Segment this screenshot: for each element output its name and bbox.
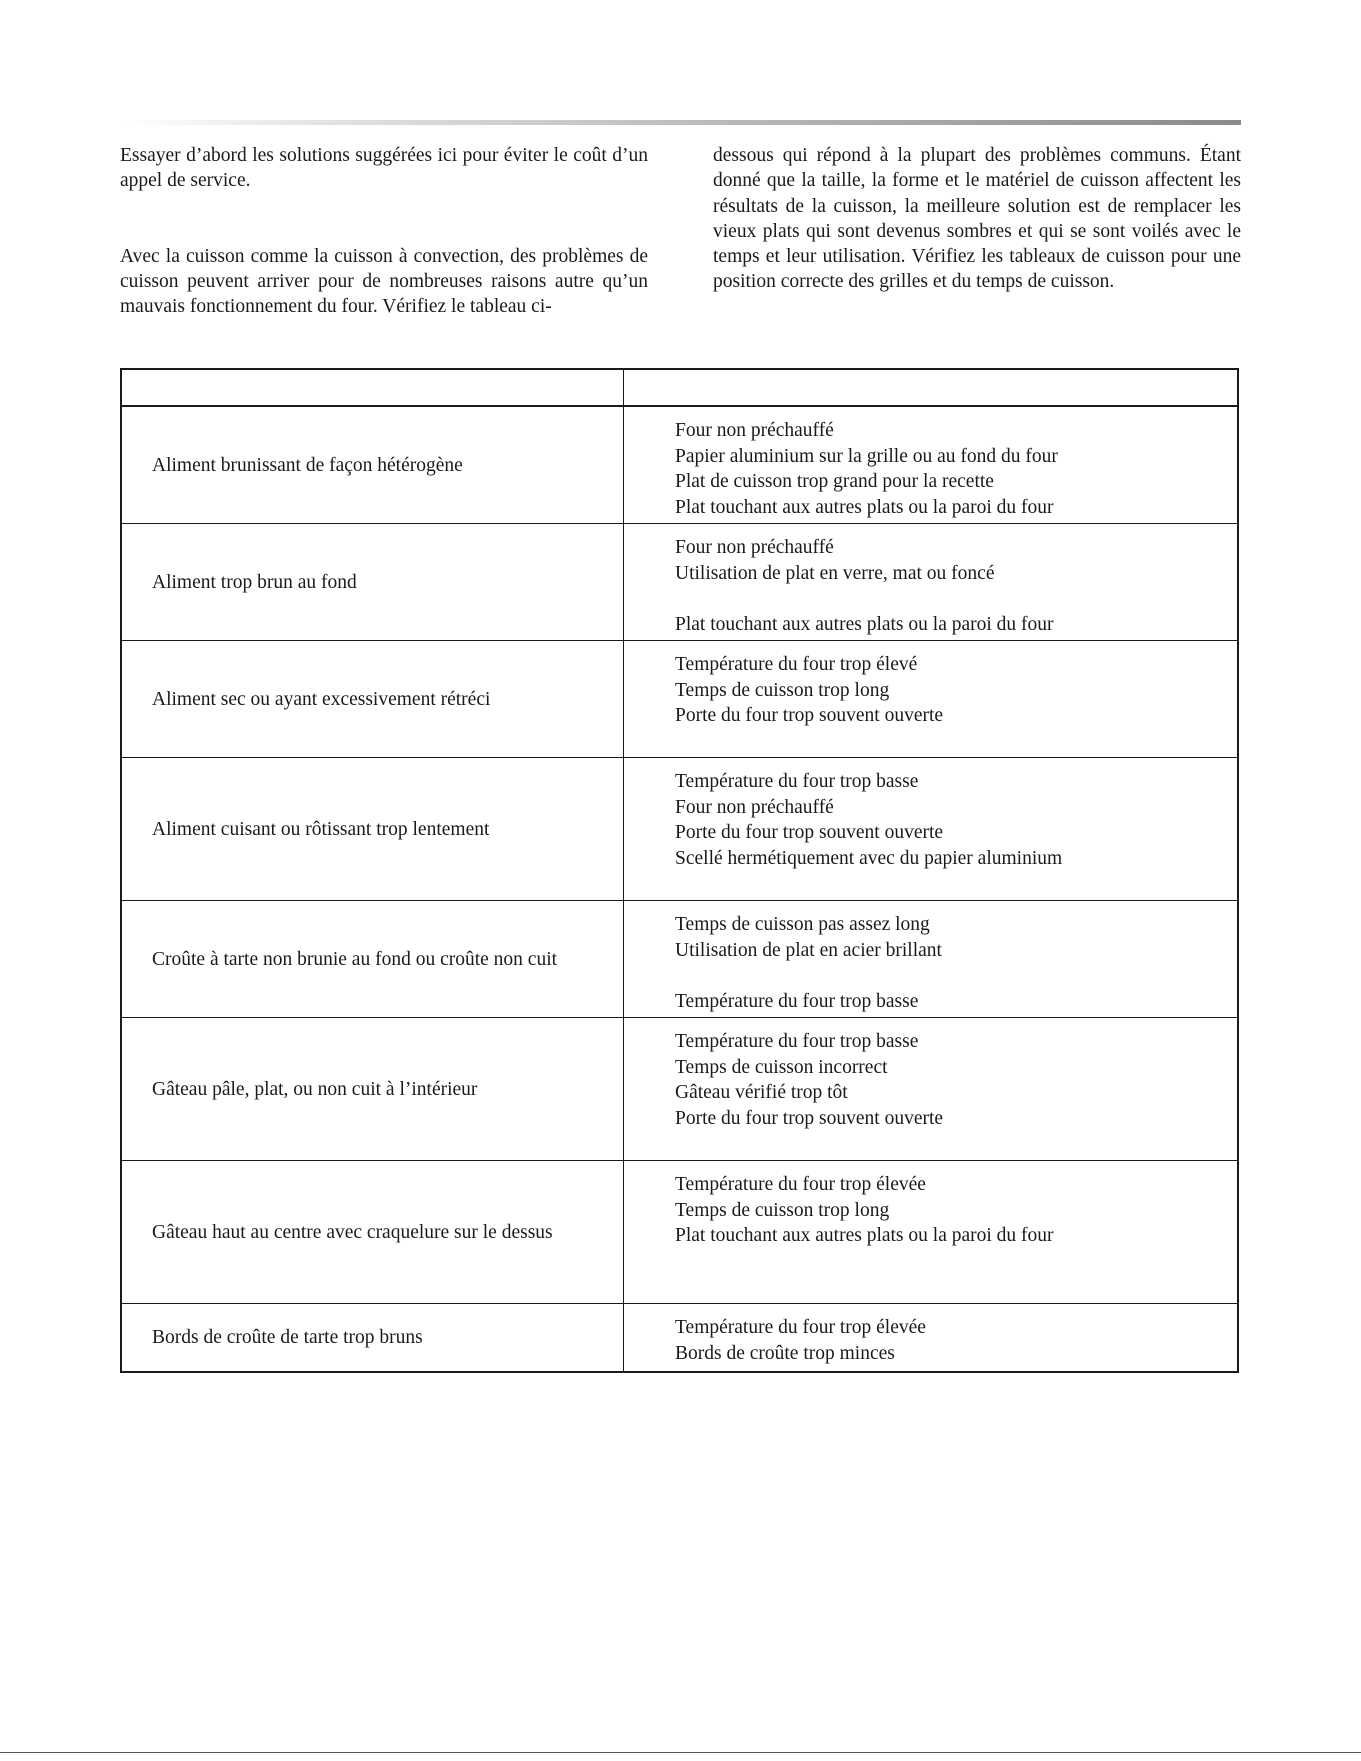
cause-item: Température du four trop élevé — [675, 654, 918, 675]
intro-paragraph-2: Avec la cuisson comme la cuisson à convection, des problèmes de cuisson peuvent arriver pour de nombreuses raisons autre qu’un mauvais fonctionnement du four. Vérifiez le tableau ci- — [120, 245, 648, 318]
column-divider — [623, 641, 624, 757]
cause-item — [675, 963, 1215, 989]
causes-cell — [675, 1172, 1215, 1249]
column-divider — [623, 1304, 624, 1371]
causes-cell — [675, 1315, 1215, 1366]
problem-cell: Aliment trop brun au fond — [152, 571, 357, 593]
column-divider — [623, 370, 624, 405]
cause-item: Température du four trop élevée — [675, 1317, 926, 1338]
intro-right-column — [713, 143, 1241, 295]
causes-cell — [675, 418, 1215, 520]
column-divider — [623, 1018, 624, 1160]
table-row — [122, 758, 1237, 901]
cause-item: Four non préchauffé — [675, 537, 834, 558]
cause-item: Utilisation de plat en acier brillant — [675, 939, 942, 961]
intro-left-column — [120, 143, 648, 319]
intro-section — [120, 143, 1241, 343]
table-row — [122, 407, 1237, 524]
table-row — [122, 524, 1237, 641]
problem-cell: Aliment brunissant de façon hétérogène — [152, 454, 463, 476]
cause-item: Bords de croûte trop minces — [675, 1342, 895, 1364]
footer-rule — [0, 1752, 1361, 1753]
cause-item — [675, 586, 1215, 612]
cause-item: Température du four trop basse — [675, 1031, 919, 1052]
problem-cell: Gâteau haut au centre avec craquelure sur le dessus — [152, 1221, 553, 1243]
cause-item: Porte du four trop souvent ouverte — [675, 705, 944, 726]
table-row — [122, 1018, 1237, 1161]
causes-cell — [675, 652, 1215, 729]
cause-item: Utilisation de plat en verre, mat ou foncé — [675, 562, 995, 584]
table-row — [122, 1161, 1237, 1304]
cause-item: Plat touchant aux autres plats ou la paroi du four — [675, 496, 1054, 518]
causes-cell — [675, 769, 1215, 871]
problem-cell: Aliment sec ou ayant excessivement rétréci — [152, 688, 491, 710]
cause-item: Plat touchant aux autres plats ou la paroi du four — [675, 1225, 1054, 1246]
cause-item: Gâteau vérifié trop tôt — [675, 1082, 848, 1103]
cause-item: Temps de cuisson pas assez long — [675, 914, 930, 935]
problem-cell: Bords de croûte de tarte trop bruns — [152, 1327, 423, 1348]
intro-paragraph-3: dessous qui répond à la plupart des problèmes communs. Étant donné que la taille, la forme et le matériel de cuisson affectent les résultats de la cuisson, la meilleure solution est de remplacer les vieux plats qui sont devenus sombres et qui se sont voilés avec le temps et leur utilisation. Vérifiez les tableaux de cuisson pour une position correcte des grilles et du temps de cuisson. — [713, 145, 1241, 293]
cause-item: Porte du four trop souvent ouverte — [675, 1107, 944, 1129]
troubleshooting-table — [120, 368, 1239, 1373]
causes-cell — [675, 912, 1215, 1014]
cause-item: Temps de cuisson trop long — [675, 679, 890, 701]
column-divider — [623, 901, 624, 1017]
cause-item: Plat touchant aux autres plats ou la paroi du four — [675, 613, 1054, 635]
problem-cell: Aliment cuisant ou rôtissant trop lentement — [152, 818, 490, 840]
column-divider — [623, 407, 624, 523]
column-divider — [623, 758, 624, 900]
column-divider — [623, 524, 624, 640]
problem-cell: Croûte à tarte non brunie au fond ou croûte non cuit — [152, 948, 558, 970]
cause-item: Temps de cuisson trop long — [675, 1199, 890, 1221]
table-row — [122, 901, 1237, 1018]
cause-item: Température du four trop basse — [675, 990, 919, 1012]
cause-item: Température du four trop basse — [675, 771, 919, 792]
causes-cell — [675, 535, 1215, 637]
intro-paragraph-1: Essayer d’abord les solutions suggérées ici pour éviter le coût d’un appel de service. — [120, 145, 648, 192]
table-row — [122, 641, 1237, 758]
table-row — [122, 1304, 1237, 1371]
column-divider — [623, 1161, 624, 1303]
cause-item: Plat de cuisson trop grand pour la recette — [675, 471, 994, 492]
cause-item: Four non préchauffé — [675, 796, 834, 818]
cause-item: Papier aluminium sur la grille ou au fond du four — [675, 445, 1058, 467]
cause-item: Scellé hermétiquement avec du papier aluminium — [675, 847, 1063, 869]
cause-item: Porte du four trop souvent ouverte — [675, 822, 944, 843]
causes-cell — [675, 1029, 1215, 1131]
cause-item: Temps de cuisson incorrect — [675, 1056, 888, 1078]
cause-item: Four non préchauffé — [675, 420, 834, 441]
cause-item: Température du four trop élevée — [675, 1174, 926, 1195]
problem-cell: Gâteau pâle, plat, ou non cuit à l’intérieur — [152, 1078, 478, 1100]
header-rule — [120, 120, 1241, 125]
table-header-row — [122, 370, 1237, 407]
